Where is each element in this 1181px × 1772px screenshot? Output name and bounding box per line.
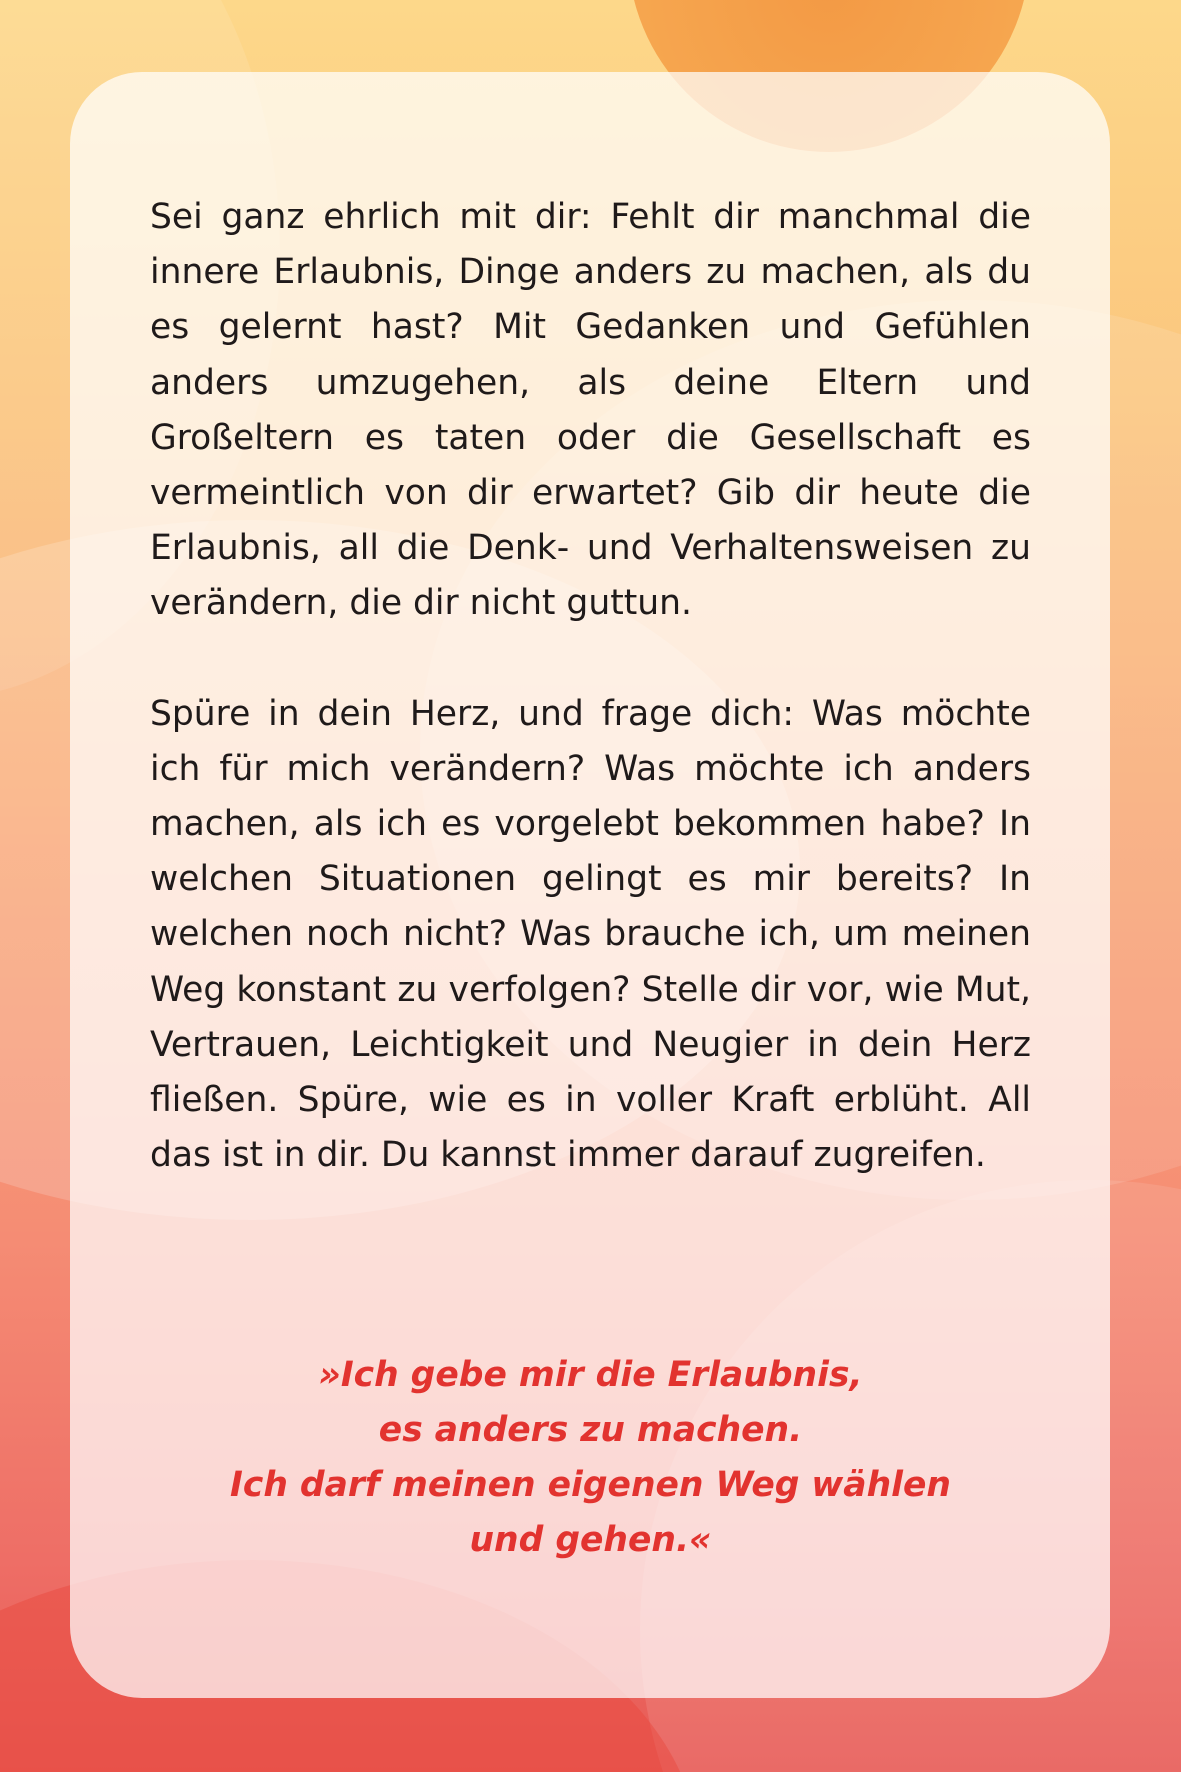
affirmation-line: Ich darf meinen eigenen Weg wählen: [230, 1465, 951, 1505]
body-text: [150, 190, 1031, 1183]
paragraph-1: Sei ganz ehrlich mit dir: Fehlt dir manchmal die innere Erlaubnis, Dinge anders zu machen, als du es gelernt hast? Mit Gedanken und Gefühlen anders umzugehen, als deine Eltern und Großeltern es taten oder die Gesellschaft es vermeintlich von dir erwartet? Gib dir heute die Erlaubnis, all die Denk- und Verhaltensweisen zu verändern, die dir nicht guttun.: [150, 197, 1031, 624]
affirmation-quote: [150, 1348, 1031, 1568]
paragraph-2: Spüre in dein Herz, und frage dich: Was möchte ich für mich verändern? Was möchte ich anders machen, als ich es vorgelebt bekommen habe? In welchen Situationen gelingt es mir bereits? In welchen noch nicht? Was brauche ich, um meinen Weg konstant zu verfolgen? Stelle dir vor, wie Mut, Vertrauen, Leichtigkeit und Neugier in dein Herz fließen. Spüre, wie es in voller Kraft erblüht. All das ist in dir. Du kannst immer darauf zugreifen.: [150, 693, 1031, 1176]
affirmation-line: »Ich gebe mir die Erlaubnis,: [318, 1355, 863, 1395]
affirmation-line: und gehen.«: [469, 1520, 712, 1560]
affirmation-line: es anders zu machen.: [378, 1410, 803, 1450]
